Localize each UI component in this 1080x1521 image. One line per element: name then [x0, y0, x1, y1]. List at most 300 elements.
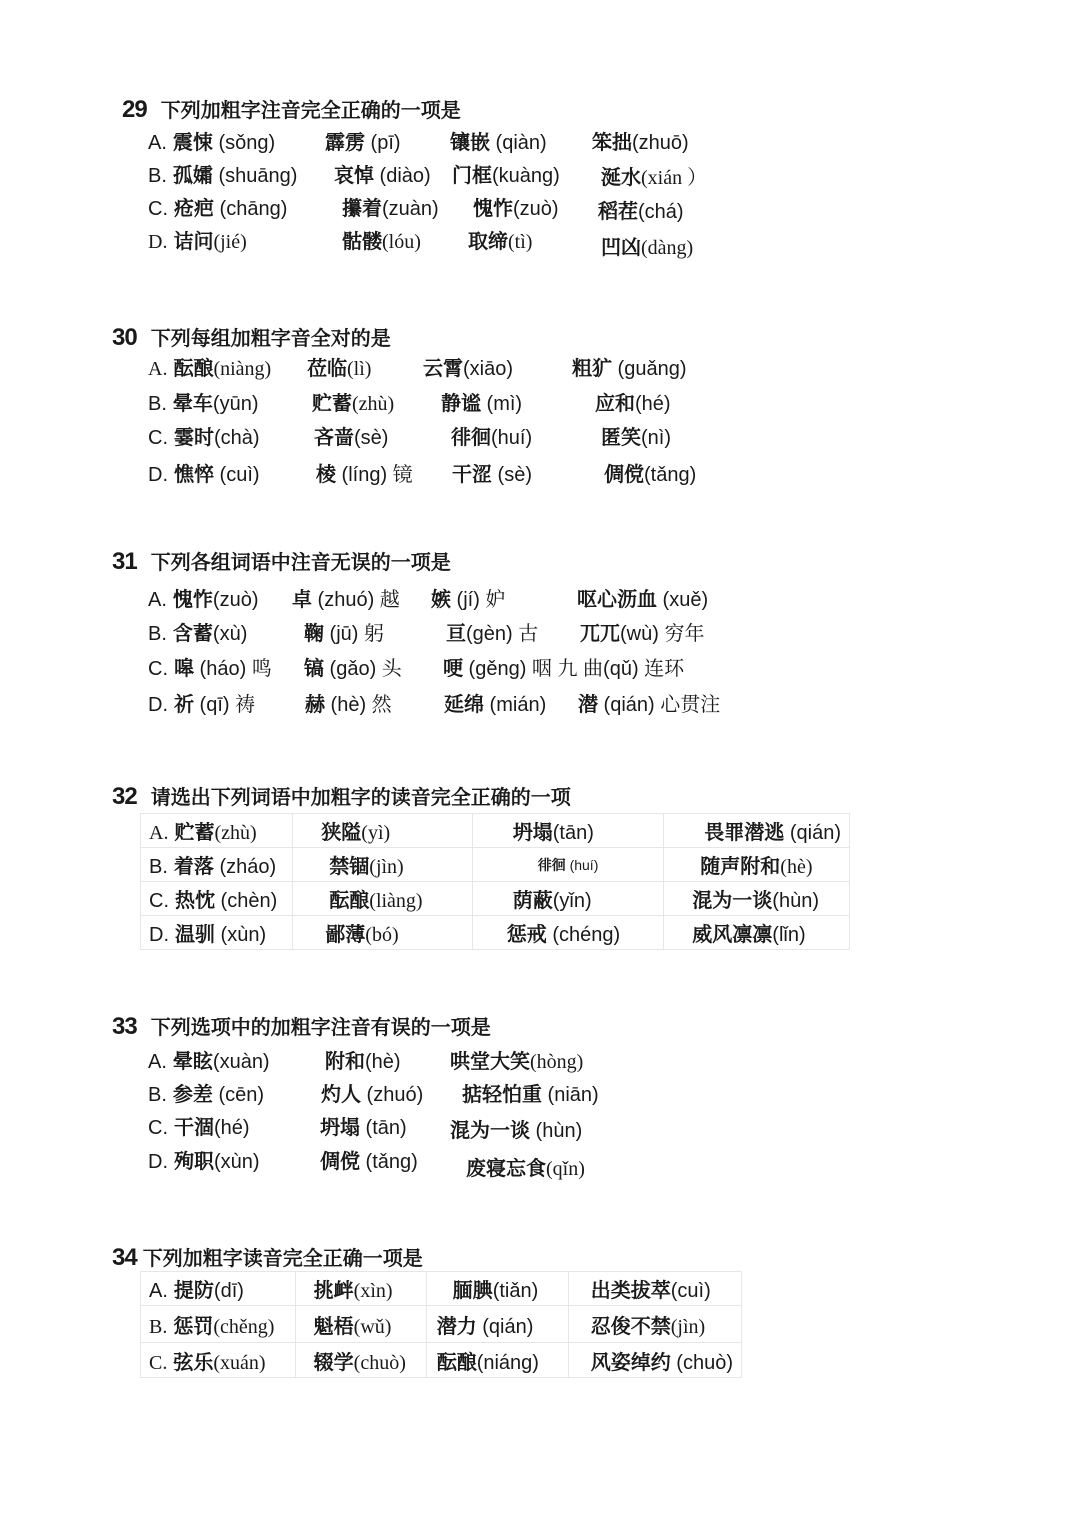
word: 贮蓄 [312, 393, 352, 415]
option-d-item-3 [452, 458, 532, 487]
word: 霎时 [174, 427, 214, 449]
pinyin: (lǐn) [772, 924, 806, 946]
pinyin: (mì) [481, 393, 523, 415]
table-cell [293, 814, 472, 848]
pinyin: (bó) [365, 924, 399, 946]
pinyin: (xiāo) [463, 358, 514, 380]
word: 忍俊不禁 [590, 1315, 671, 1338]
option-b [148, 387, 258, 416]
option-label: B. [149, 1315, 168, 1338]
word: 辍学 [313, 1351, 354, 1374]
word: 干涩 [452, 464, 492, 486]
pinyin: (mián) [484, 694, 547, 716]
word: 附和 [325, 1051, 365, 1073]
word: 威风凛凛 [692, 924, 773, 946]
table-row [141, 916, 850, 950]
option-label: D. [148, 464, 168, 486]
word: 倜傥 [604, 464, 644, 486]
pinyin: (jí) 妒 [451, 589, 506, 611]
word: 霹雳 [325, 132, 365, 154]
option-b-item-3 [452, 159, 560, 188]
option-a-item-4 [577, 583, 708, 612]
table-cell [664, 848, 850, 882]
pinyin: (gěng) 咽 九 曲(qǔ) 连环 [463, 658, 685, 680]
table-cell [426, 1272, 568, 1306]
pinyin: (yǐn) [552, 890, 592, 912]
word: 愧怍 [473, 198, 513, 220]
word: 笨拙 [592, 132, 632, 154]
option-c-item-3 [450, 1114, 582, 1143]
option-c [148, 652, 272, 681]
table-cell [568, 1343, 741, 1378]
option-c-item-4 [601, 421, 671, 450]
option-a-item-4 [572, 352, 687, 381]
pinyin: (kuàng) [492, 165, 560, 187]
word: 呕心沥血 [577, 589, 657, 611]
option-b-item-4 [580, 617, 704, 646]
option-label: D. [148, 694, 168, 716]
pinyin: (chuò) [670, 1351, 733, 1374]
word: 酝酿 [436, 1351, 477, 1374]
option-a-item-3 [423, 352, 513, 381]
pinyin: (xuě) [657, 589, 709, 611]
option-d-item-2 [305, 688, 392, 717]
option-b-item-2 [304, 617, 384, 646]
word: 温驯 [175, 924, 215, 946]
table-row [141, 848, 850, 882]
table-cell [472, 882, 664, 916]
option-c-item-4 [598, 195, 684, 224]
pinyin: (cēn) [212, 1084, 265, 1106]
pinyin: (zhuó) [361, 1084, 424, 1106]
option-label: A. [148, 358, 168, 380]
pinyin: (jié) [213, 231, 247, 253]
pinyin: (tì) [508, 231, 533, 253]
option-d-item-4 [601, 231, 693, 260]
option-b-item-2 [334, 159, 431, 188]
word: 涎水 [601, 167, 641, 189]
word: 稻茬 [598, 201, 638, 223]
option-d [148, 225, 247, 254]
option-label: A. [148, 1051, 167, 1073]
word: 镶嵌 [450, 132, 490, 154]
table-cell [293, 882, 472, 916]
table-cell [141, 1306, 296, 1343]
option-a-item-4 [592, 126, 689, 155]
word: 混为一谈 [450, 1120, 530, 1142]
word: 徘徊 [537, 856, 566, 873]
word: 坍塌 [512, 822, 553, 844]
word: 狭隘 [321, 822, 362, 844]
word: 应和 [595, 393, 635, 415]
option-d [148, 1145, 260, 1174]
word: 废寝忘食 [466, 1158, 546, 1180]
word: 门框 [452, 165, 492, 187]
pinyin: (shuāng) [212, 165, 298, 187]
pinyin: (huí) [565, 856, 599, 873]
pinyin: (liàng) [369, 890, 423, 912]
option-a-item-2 [325, 1045, 401, 1074]
word: 疮疤 [174, 198, 214, 220]
table-cell [664, 882, 850, 916]
pinyin: (huí) [491, 427, 533, 449]
word: 鞠 [304, 623, 324, 645]
word: 参差 [172, 1084, 213, 1106]
option-d-item-2 [342, 225, 421, 254]
word: 兀兀 [580, 623, 620, 645]
option-b [148, 159, 297, 188]
options-table [140, 813, 850, 950]
table-row [141, 882, 850, 916]
word: 哄堂大笑 [450, 1051, 530, 1073]
table-cell [664, 916, 850, 950]
pinyin: (niáng) [476, 1351, 539, 1374]
option-c-item-2 [342, 192, 439, 221]
pinyin: (xù) [212, 623, 248, 645]
option-label: B. [148, 393, 167, 415]
table-cell [472, 916, 664, 950]
pinyin: (hé) [214, 1117, 250, 1139]
word: 随声附和 [700, 856, 781, 878]
pinyin: (chèn) [215, 890, 278, 912]
word: 热忱 [175, 890, 215, 912]
pinyin: (chuò) [353, 1351, 406, 1374]
pinyin: (lì) [347, 358, 372, 380]
option-c-item-3 [451, 421, 532, 450]
option-label: B. [149, 856, 168, 878]
question-text: 下列每组加粗字音全对的是 [150, 328, 391, 350]
pinyin: (cuì) [214, 464, 260, 486]
word: 愧怍 [172, 589, 213, 611]
table-cell [426, 1306, 568, 1343]
word: 提防 [173, 1280, 214, 1302]
pinyin: (gèn) 古 [466, 623, 539, 645]
word: 腼腆 [452, 1280, 493, 1302]
pinyin: (jū) 躬 [324, 623, 384, 645]
word: 荫蔽 [512, 890, 553, 912]
pinyin: (hòng) [530, 1051, 584, 1073]
word: 掂轻怕重 [462, 1084, 542, 1106]
pinyin: (diào) [374, 165, 431, 187]
word: 禁锢 [329, 856, 370, 878]
word: 亘 [446, 623, 466, 645]
pinyin: (niàng) [213, 358, 272, 380]
option-c-item-2 [314, 421, 388, 450]
pinyin: (sǒng) [212, 132, 276, 154]
option-c-item-3 [443, 652, 684, 681]
option-label: B. [148, 165, 167, 187]
option-c [148, 421, 260, 450]
option-a-item-3 [431, 583, 505, 612]
table-cell [141, 1343, 296, 1378]
question-number: 31 [112, 548, 137, 575]
word: 坍塌 [320, 1117, 360, 1139]
word: 莅临 [307, 358, 347, 380]
question-text: 下列各组词语中注音无误的一项是 [150, 552, 451, 574]
pinyin: (hè) [780, 856, 813, 878]
table-row [141, 1343, 742, 1378]
pinyin: (zuò) [513, 198, 559, 220]
table-cell [141, 916, 293, 950]
option-b-item-4 [595, 387, 671, 416]
pinyin: (qián) 心贯注 [598, 694, 721, 716]
table-cell [295, 1343, 426, 1378]
pinyin: (tān) [360, 1117, 407, 1139]
word: 魁梧 [313, 1315, 354, 1338]
word: 云霄 [423, 358, 463, 380]
word: 倜傥 [320, 1151, 360, 1173]
option-b [148, 617, 247, 646]
pinyin: (tiǎn) [492, 1280, 539, 1302]
table-cell [141, 882, 293, 916]
option-c-item-3 [473, 192, 559, 221]
pinyin: (hùn) [772, 890, 819, 912]
option-label: A. [148, 589, 167, 611]
word: 哽 [443, 658, 463, 680]
question-number: 30 [112, 324, 137, 351]
word: 畏罪潜逃 [704, 822, 785, 844]
question-header [112, 781, 571, 811]
option-a-item-2 [292, 583, 400, 612]
pinyin: (lóu) [382, 231, 421, 253]
pinyin: (cuì) [670, 1280, 711, 1302]
pinyin: (chéng) [546, 924, 621, 946]
word: 攥着 [342, 198, 382, 220]
word: 出类拔萃 [590, 1280, 671, 1302]
option-b-item-4 [601, 161, 707, 190]
pinyin: (xuàn) [212, 1051, 270, 1073]
option-label: B. [148, 623, 167, 645]
table-cell [568, 1306, 741, 1343]
option-label: B. [148, 1084, 167, 1106]
pinyin: (dàng) [641, 237, 694, 259]
word: 嫉 [431, 589, 451, 611]
option-label: A. [148, 132, 167, 154]
option-label: C. [148, 1117, 168, 1139]
table-cell [472, 848, 664, 882]
option-d-item-3 [468, 225, 532, 254]
word: 凹凶 [601, 237, 641, 259]
question-text: 请选出下列词语中加粗字的读音完全正确的一项 [150, 787, 571, 809]
word: 棱 [316, 464, 336, 486]
word: 卓 [292, 589, 312, 611]
word: 诘问 [173, 231, 214, 253]
pinyin: (xìn) [353, 1280, 393, 1302]
pinyin: (pī) [365, 132, 401, 154]
pinyin: (jìn) [670, 1315, 706, 1338]
pinyin: (niān) [542, 1084, 599, 1106]
question-text: 下列加粗字注音完全正确的一项是 [160, 100, 461, 122]
pinyin: (qǐn) [546, 1158, 585, 1180]
option-c [148, 1111, 250, 1140]
table-cell [293, 848, 472, 882]
pinyin: (chá) [638, 201, 684, 223]
pinyin: (gǎo) 头 [324, 658, 402, 680]
option-b-item-2 [312, 387, 394, 416]
option-c-item-2 [320, 1111, 407, 1140]
option-label: D. [149, 924, 169, 946]
pinyin: (hé) [635, 393, 671, 415]
options-table [140, 1271, 742, 1378]
option-b-item-2 [321, 1078, 423, 1107]
option-label: C. [149, 890, 169, 912]
word: 震悚 [172, 132, 213, 154]
question-text: 下列选项中的加粗字注音有误的一项是 [150, 1017, 491, 1039]
pinyin: (chāng) [214, 198, 288, 220]
pinyin: (sè) [354, 427, 389, 449]
pinyin: (zhù) [214, 822, 257, 844]
word: 殉职 [174, 1151, 214, 1173]
option-label: D. [148, 231, 168, 253]
pinyin: (guǎng) [612, 358, 687, 380]
word: 嗥 [174, 658, 194, 680]
option-a-item-2 [325, 126, 401, 155]
option-label: A. [149, 1280, 168, 1302]
word: 赫 [305, 694, 325, 716]
option-d [148, 458, 260, 487]
word: 干涸 [174, 1117, 214, 1139]
pinyin: (sè) [492, 464, 532, 486]
pinyin: (qiàn) [490, 132, 547, 154]
word: 静谧 [441, 393, 481, 415]
question-header [112, 546, 451, 576]
question-number: 32 [112, 783, 137, 810]
table-row [141, 1306, 742, 1343]
option-d-item-4 [604, 458, 696, 487]
pinyin: (xián ） [641, 167, 708, 189]
word: 潜力 [436, 1315, 477, 1338]
word: 混为一谈 [692, 890, 773, 912]
option-label: C. [148, 198, 168, 220]
option-label: D. [148, 1151, 168, 1173]
option-b-item-3 [446, 617, 538, 646]
option-b [148, 1078, 264, 1107]
word: 含蓄 [172, 623, 213, 645]
pinyin: (jìn) [369, 856, 404, 878]
option-d-item-2 [320, 1145, 418, 1174]
word: 灼人 [321, 1084, 361, 1106]
table-cell [664, 814, 850, 848]
word: 惩罚 [173, 1315, 214, 1338]
pinyin: (nì) [641, 427, 671, 449]
word: 着落 [173, 856, 214, 878]
word: 弦乐 [173, 1351, 214, 1374]
table-cell [141, 848, 293, 882]
table-cell [568, 1272, 741, 1306]
word: 憔悴 [174, 464, 214, 486]
pinyin: (xuán) [213, 1351, 266, 1374]
question-number: 33 [112, 1013, 137, 1040]
option-d-item-3 [444, 688, 546, 717]
word: 吝啬 [314, 427, 354, 449]
pinyin: (zhuō) [632, 132, 689, 154]
pinyin: (zhù) [352, 393, 395, 415]
word: 骷髅 [342, 231, 382, 253]
option-label: A. [149, 822, 169, 844]
word: 贮蓄 [174, 822, 215, 844]
pinyin: (tān) [552, 822, 594, 844]
word: 孤孀 [172, 165, 213, 187]
pinyin: (hè) 然 [325, 694, 392, 716]
pinyin: (qī) 祷 [194, 694, 256, 716]
pinyin: (zhuó) 越 [312, 589, 400, 611]
option-b-item-3 [441, 387, 522, 416]
pinyin: (hùn) [530, 1120, 583, 1142]
pinyin: (yūn) [212, 393, 259, 415]
pinyin: (zháo) [213, 856, 277, 878]
option-c-item-2 [304, 652, 402, 681]
word: 惩戒 [506, 924, 547, 946]
word: 镐 [304, 658, 324, 680]
table-cell [295, 1272, 426, 1306]
question-header [112, 1242, 423, 1272]
word: 酝酿 [329, 890, 370, 912]
pinyin: (chěng) [213, 1315, 275, 1338]
word: 粗犷 [572, 358, 612, 380]
pinyin: (yì) [361, 822, 391, 844]
option-a [148, 583, 258, 612]
word: 祈 [174, 694, 194, 716]
option-d-item-3 [466, 1152, 585, 1181]
question-header [112, 1011, 491, 1041]
pinyin: (qián) [784, 822, 841, 844]
option-d-item-4 [578, 688, 720, 717]
word: 酝酿 [173, 358, 214, 380]
pinyin: (qián) [476, 1315, 534, 1338]
pinyin: (zuò) [212, 589, 259, 611]
pinyin: (líng) 镜 [336, 464, 413, 486]
question-header [122, 94, 461, 124]
option-c [148, 192, 287, 221]
table-row [141, 814, 850, 848]
pinyin: (tǎng) [644, 464, 697, 486]
word: 鄙薄 [325, 924, 366, 946]
word: 挑衅 [313, 1280, 354, 1302]
word: 晕眩 [172, 1051, 213, 1073]
table-cell [426, 1343, 568, 1378]
question-number: 34 [112, 1244, 137, 1271]
question-text: 下列加粗字读音完全正确一项是 [142, 1248, 423, 1270]
word: 徘徊 [451, 427, 491, 449]
word: 延绵 [444, 694, 484, 716]
pinyin: (tǎng) [360, 1151, 418, 1173]
word: 晕车 [172, 393, 213, 415]
question-header [112, 322, 391, 352]
pinyin: (háo) 鸣 [194, 658, 272, 680]
option-a-item-2 [307, 352, 371, 381]
pinyin: (wù) 穷年 [620, 623, 705, 645]
option-label: C. [148, 427, 168, 449]
pinyin: (wǔ) [353, 1315, 392, 1338]
pinyin: (hè) [365, 1051, 401, 1073]
option-a-item-3 [450, 1045, 583, 1074]
option-b-item-3 [462, 1078, 599, 1107]
word: 取缔 [468, 231, 508, 253]
option-d [148, 688, 255, 717]
table-row [141, 1272, 742, 1306]
word: 风姿绰约 [590, 1351, 671, 1374]
pinyin: (xùn) [215, 924, 267, 946]
table-cell [141, 1272, 296, 1306]
word: 潜 [578, 694, 598, 716]
pinyin: (zuàn) [382, 198, 439, 220]
table-cell [472, 814, 664, 848]
pinyin: (xùn) [214, 1151, 260, 1173]
table-cell [141, 814, 293, 848]
table-cell [293, 916, 472, 950]
table-cell [295, 1306, 426, 1343]
pinyin: (chà) [214, 427, 260, 449]
